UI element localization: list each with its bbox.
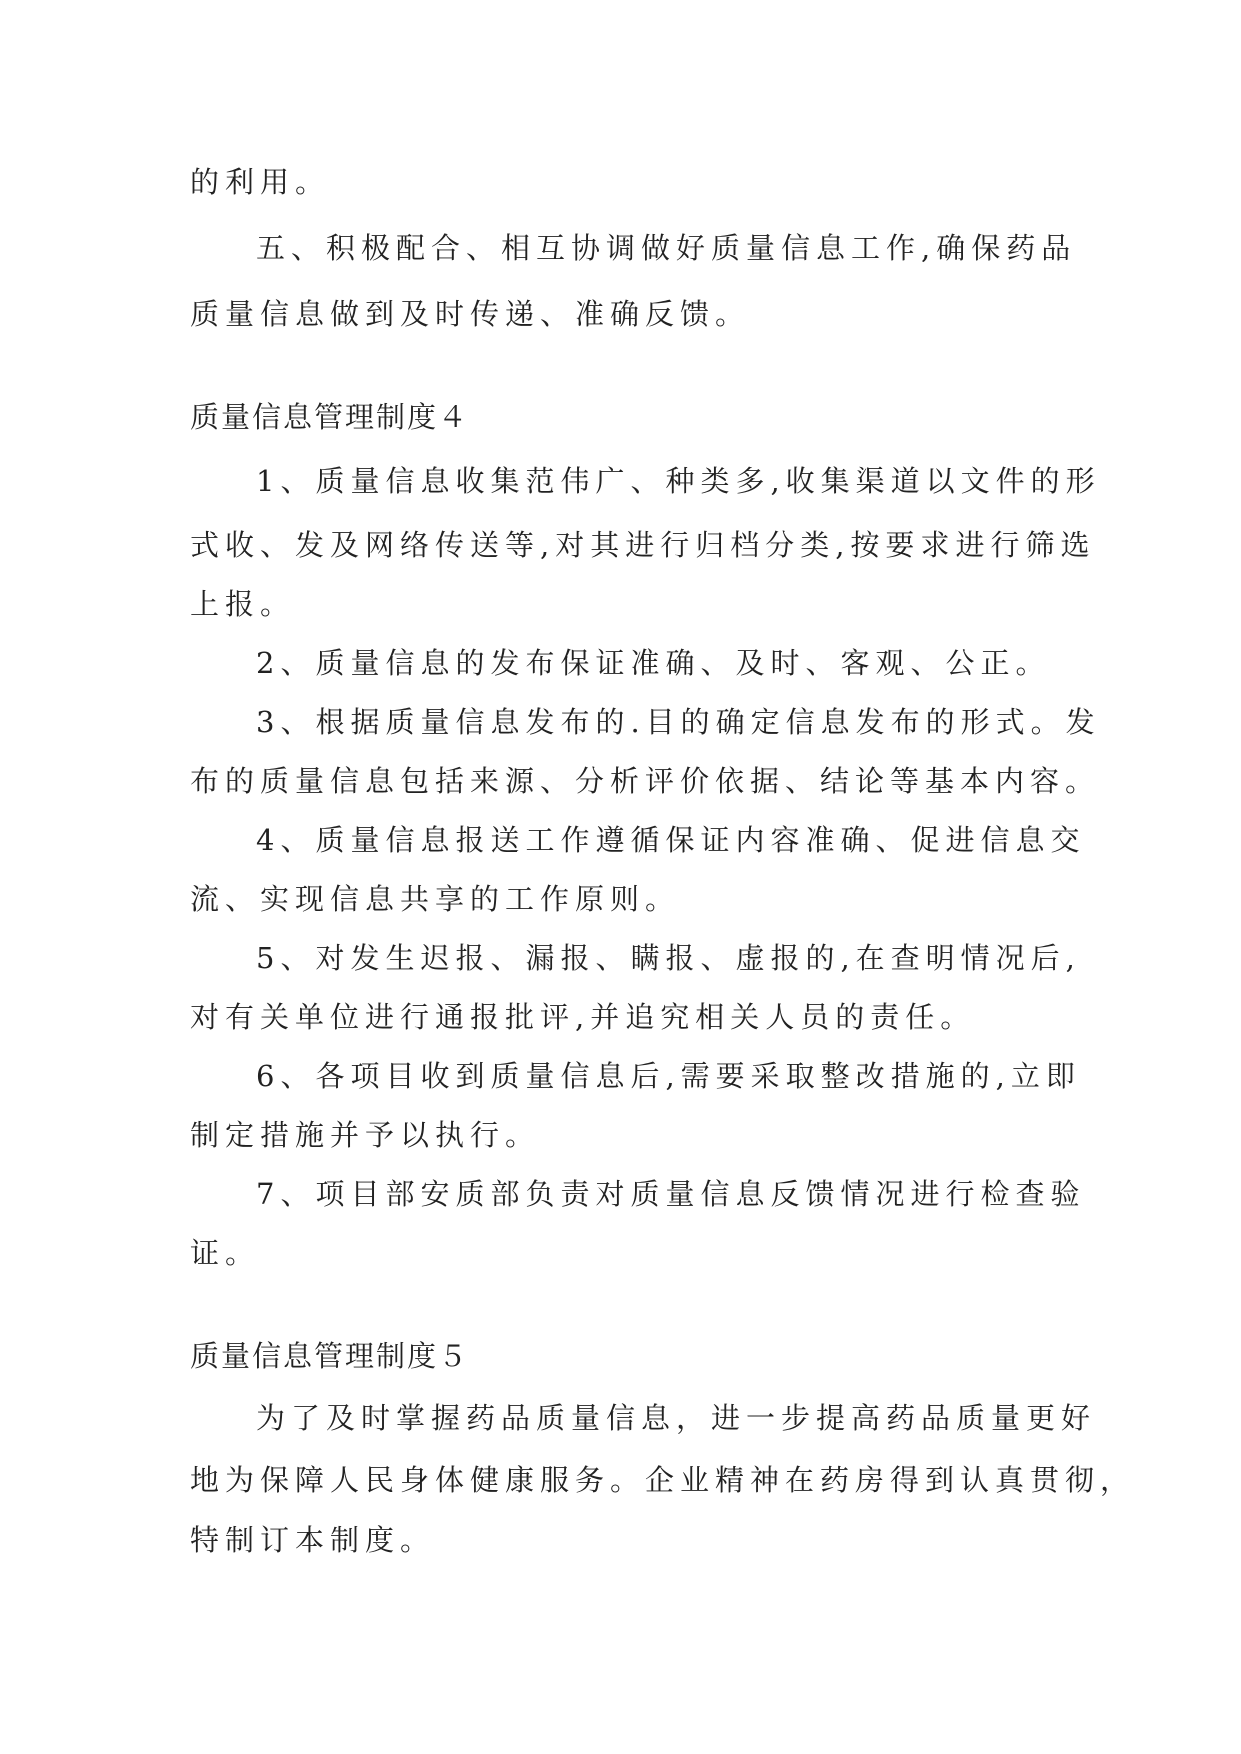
s5-p1-line1: 为了及时掌握药品质量信息，进一步提高药品质量更好 [256,1401,1097,1435]
s4-p5-line1: 5、对发生迟报、漏报、瞒报、虚报的,在查明情况后, [256,941,1081,975]
s4-p6-line2: 制定措施并予以执行。 [190,1118,541,1152]
s4-p1-line1: 1、质量信息收集范伟广、种类多,收集渠道以文件的形 [256,464,1101,498]
s4-p1-line2: 式收、发及网络传送等,对其进行归档分类,按要求进行筛选 [190,528,1096,562]
s4-p5-line2: 对有关单位进行通报批评,并追究相关人员的责任。 [190,1000,976,1034]
item5-line2: 质量信息做到及时传递、准确反馈。 [190,297,751,331]
item5-line1: 五、积极配合、相互协调做好质量信息工作,确保药品 [256,231,1077,265]
s4-p3-line1: 3、根据质量信息发布的.目的确定信息发布的形式。发 [256,705,1101,739]
s4-p2-line1: 2、质量信息的发布保证准确、及时、客观、公正。 [256,646,1051,680]
s4-p6-line1: 6、各项目收到质量信息后,需要采取整改措施的,立即 [256,1059,1081,1093]
s4-p4-line1: 4、质量信息报送工作遵循保证内容准确、促进信息交 [256,823,1086,857]
s5-p1-line2: 地为保障人民身体健康服务。企业精神在药房得到认真贯彻， [190,1463,1136,1497]
s4-p7-line2: 证。 [190,1236,261,1270]
s4-p7-line1: 7、项目部安质部负责对质量信息反馈情况进行检查验 [256,1177,1086,1211]
s5-p1-line3: 特制订本制度。 [190,1523,436,1557]
s4-p1-line3: 上报。 [190,587,296,621]
section4-title: 质量信息管理制度４ [190,400,470,434]
intro-tail: 的利用。 [190,165,331,199]
s4-p4-line2: 流、实现信息共享的工作原则。 [190,882,681,916]
section5-title: 质量信息管理制度５ [190,1339,470,1373]
s4-p3-line2: 布的质量信息包括来源、分析评价依据、结论等基本内容。 [190,764,1101,798]
